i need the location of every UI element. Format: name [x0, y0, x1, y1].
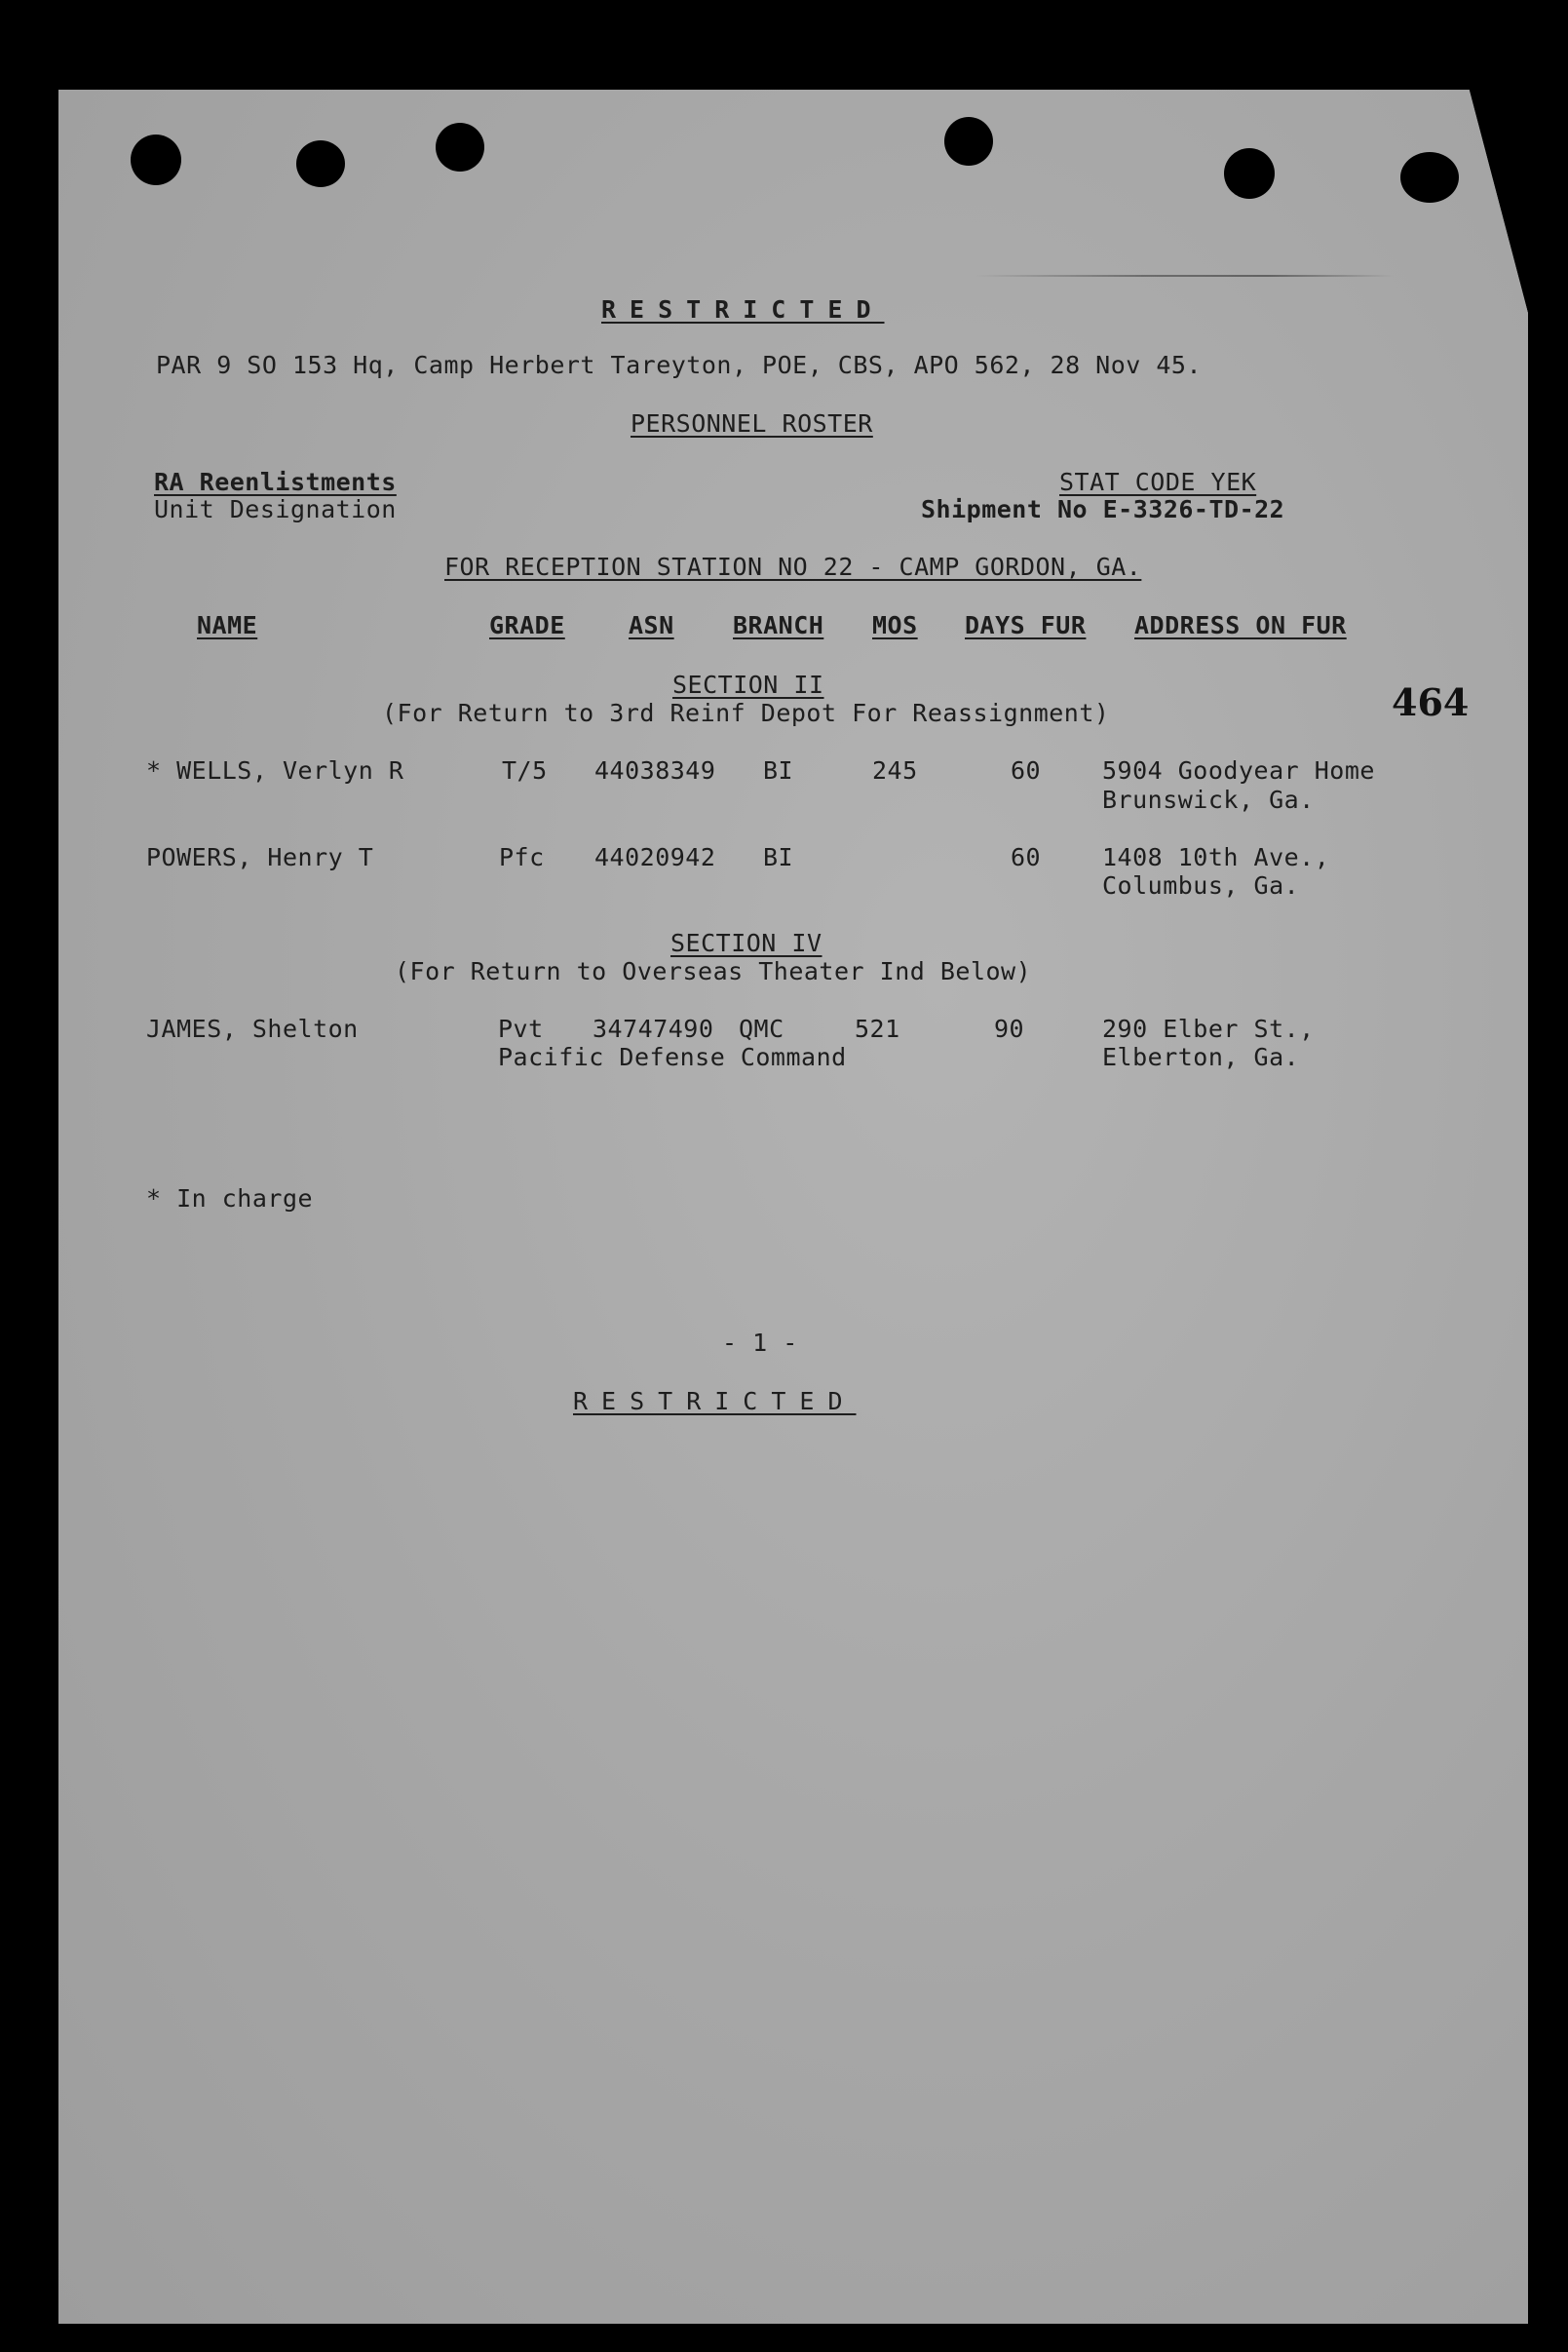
roster-mos: 521: [855, 1015, 900, 1043]
roster-branch: BI: [763, 843, 794, 871]
roster-address-line2: Columbus, Ga.: [1102, 871, 1300, 900]
footnote: * In charge: [146, 1184, 314, 1213]
column-header-asn: ASN: [629, 611, 674, 639]
page-number: - 1 -: [722, 1329, 798, 1357]
paper-fold-line: [975, 275, 1394, 277]
punch-hole: [296, 140, 345, 187]
roster-mos: 245: [872, 756, 918, 785]
section-subtitle: (For Return to 3rd Reinf Depot For Reassignment): [382, 699, 1110, 727]
roster-address-line2: Elberton, Ga.: [1102, 1043, 1300, 1071]
roster-address-line2: Brunswick, Ga.: [1102, 786, 1315, 814]
destination: FOR RECEPTION STATION NO 22 - CAMP GORDON, GA.: [444, 553, 1142, 581]
column-header-branch: BRANCH: [733, 611, 824, 639]
roster-name: * WELLS, Verlyn R: [146, 756, 404, 785]
roster-days: 60: [1011, 843, 1042, 871]
roster-destination-note: Pacific Defense Command: [498, 1043, 847, 1071]
unit-label: Unit Designation: [154, 495, 397, 523]
unit-name: RA Reenlistments: [154, 468, 397, 496]
roster-asn: 44038349: [594, 756, 716, 785]
column-header-mos: MOS: [872, 611, 918, 639]
roster-asn: 34747490: [593, 1015, 714, 1043]
column-header-address: ADDRESS ON FUR: [1134, 611, 1347, 639]
roster-grade: T/5: [502, 756, 548, 785]
roster-address-line1: 5904 Goodyear Home: [1102, 756, 1375, 785]
stat-code: STAT CODE YEK: [1059, 468, 1257, 496]
roster-grade: Pvt: [498, 1015, 544, 1043]
column-header-days-fur: DAYS FUR: [965, 611, 1087, 639]
page-stamp: 464: [1392, 680, 1470, 724]
roster-title: PERSONNEL ROSTER: [631, 409, 873, 438]
section-title: SECTION II: [672, 671, 824, 699]
shipment-number: Shipment No E-3326-TD-22: [921, 495, 1285, 523]
roster-name: JAMES, Shelton: [146, 1015, 359, 1043]
roster-branch: QMC: [739, 1015, 784, 1043]
roster-days: 60: [1011, 756, 1042, 785]
punch-hole: [131, 135, 181, 185]
roster-branch: BI: [763, 756, 794, 785]
column-header-name: NAME: [197, 611, 258, 639]
classification-header: RESTRICTED: [601, 295, 885, 324]
order-line: PAR 9 SO 153 Hq, Camp Herbert Tareyton, POE, CBS, APO 562, 28 Nov 45.: [156, 351, 1203, 379]
classification-footer: RESTRICTED: [573, 1387, 857, 1415]
section-title: SECTION IV: [670, 929, 822, 957]
roster-asn: 44020942: [594, 843, 716, 871]
roster-address-line1: 1408 10th Ave.,: [1102, 843, 1330, 871]
roster-name: POWERS, Henry T: [146, 843, 374, 871]
punch-hole: [436, 123, 484, 172]
roster-days: 90: [994, 1015, 1025, 1043]
punch-hole: [1224, 148, 1275, 199]
column-header-grade: GRADE: [489, 611, 565, 639]
section-subtitle: (For Return to Overseas Theater Ind Below): [395, 957, 1032, 985]
roster-address-line1: 290 Elber St.,: [1102, 1015, 1315, 1043]
roster-grade: Pfc: [499, 843, 545, 871]
punch-hole: [1400, 152, 1459, 203]
punch-hole: [944, 117, 993, 166]
